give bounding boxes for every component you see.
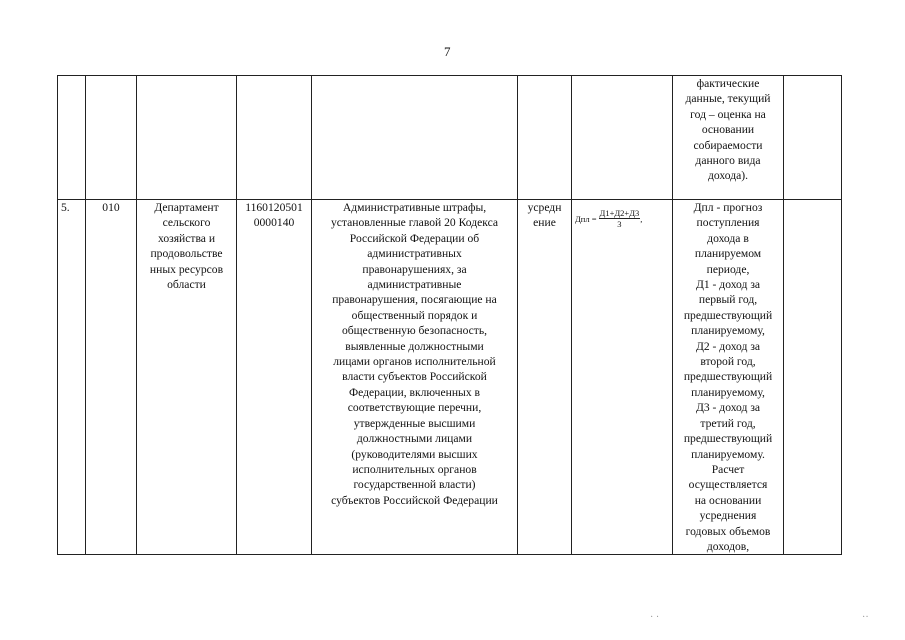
cell-num: 5. <box>58 200 86 555</box>
page-number: 7 <box>444 44 451 59</box>
cell-name <box>312 76 518 200</box>
cell-admin <box>137 76 237 200</box>
cell-method: усредн ение <box>518 200 572 555</box>
formula-fraction <box>599 208 641 229</box>
cell-admin: Департамент сельского хозяйства и продовольстве нных ресурсов области <box>137 200 237 555</box>
scan-artifact: · · <box>650 612 660 623</box>
cell-method <box>518 76 572 200</box>
cell-kbk <box>237 76 312 200</box>
cell-code <box>86 76 137 200</box>
cell-extra <box>784 200 842 555</box>
cell-code: 010 <box>86 200 137 555</box>
formula-lhs: Дпл = <box>575 213 597 224</box>
table-row-5 <box>58 200 842 555</box>
cell-num <box>58 76 86 200</box>
formula-denominator: 3 <box>617 219 622 229</box>
formula-trail: , <box>640 213 643 224</box>
revenue-forecast-table <box>57 75 842 555</box>
cell-formula <box>572 200 673 555</box>
table-row-continued <box>58 76 842 200</box>
cell-kbk: 1160120501 0000140 <box>237 200 312 555</box>
cell-description: фактические данные, текущий год – оценка на основании собираемости данного вида дохода). <box>673 76 784 200</box>
averaging-formula <box>575 200 669 229</box>
cell-extra <box>784 76 842 200</box>
formula-numerator: Д1+Д2+Д3 <box>599 208 640 218</box>
cell-name: Административные штрафы, установленные главой 20 Кодекса Российской Федерации об административных правонарушениях, за административные правонарушения, посягающие на общественный порядок и общественную безопасность, выявленные должностными лицами органов исполнительной власти субъектов Российской Федерации, включенных в соответствующие перечни, утвержденные высшими должностными лицами (руководителями высших исполнительных органов государственной власти) субъектов Российской Федерации <box>312 200 518 555</box>
cell-formula <box>572 76 673 200</box>
cell-description: Дпл - прогноз поступления дохода в планируемом периоде, Д1 - доход за первый год, предшествующий планируемому, Д2 - доход за второй год, предшествующий планируемому, Д3 - доход за третий год, предшествующий планируемому. Расчет осуществляется на основании усреднения годовых объемов доходов, <box>673 200 784 555</box>
scan-artifact: ·· <box>862 612 869 623</box>
